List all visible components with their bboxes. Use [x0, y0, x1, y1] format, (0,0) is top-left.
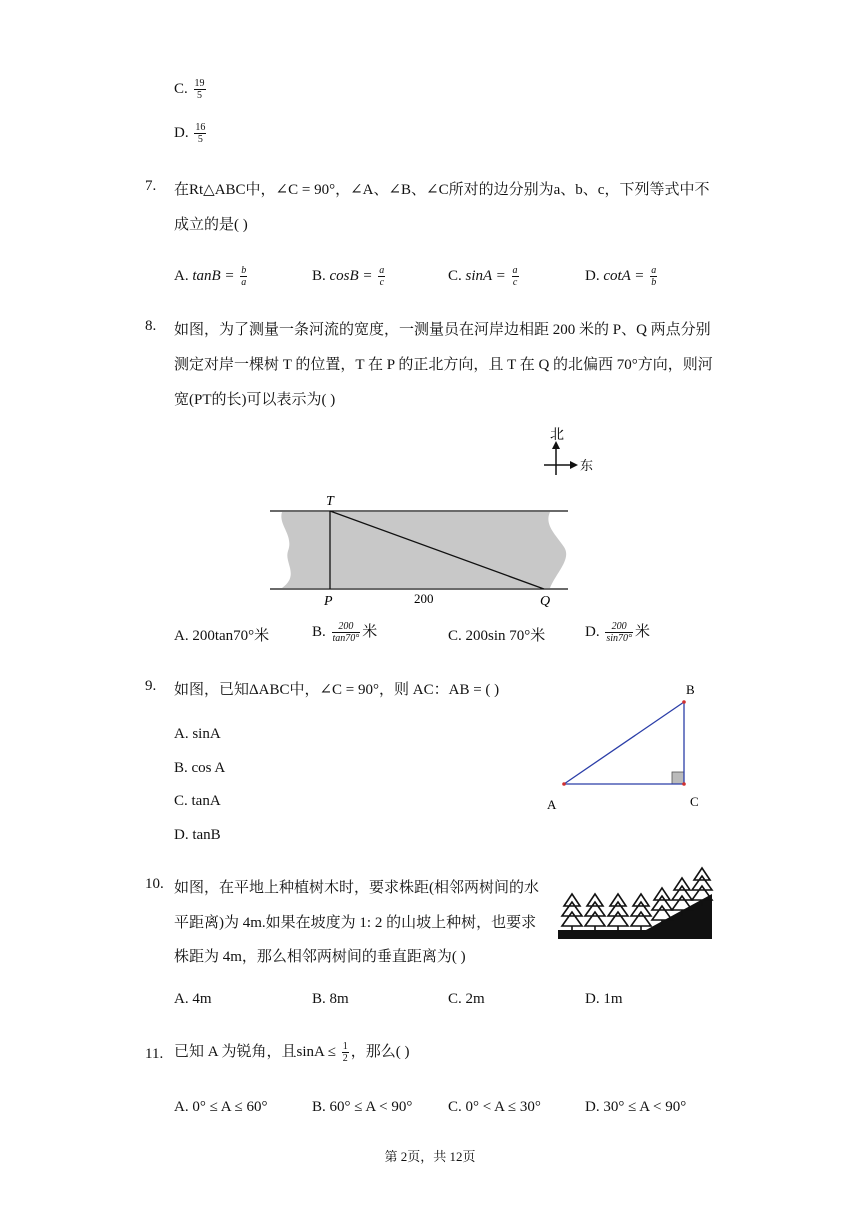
vertex-b-label: B: [686, 682, 695, 697]
q10-option-d: D. 1m: [585, 991, 623, 1007]
q8-river-figure: [260, 425, 600, 610]
point-q-label: Q: [540, 594, 551, 609]
q10-stem-line1: 如图，在平地上种植树木时，要求株距(相邻两树间的水: [174, 880, 539, 896]
river-shape: [281, 512, 566, 588]
q6-option-d: D. $\frac{16}{5}$: [174, 122, 206, 145]
q8-stem-line2: 测定对岸一棵树 T 的位置，T 在 P 的正北方向，且 T 在 Q 的北偏西 70°方向，则河: [174, 357, 713, 373]
q8-stem-line1: 如图，为了测量一条河流的宽度，一测量员在河岸边相距 200 米的 P、Q 两点分别: [174, 322, 711, 338]
q9-option-a: A. sinA: [174, 726, 221, 742]
q10-stem-line2: 平距离)为 4m.如果在坡度为 1: 2 的山坡上种树，也要求: [174, 915, 537, 931]
q9-stem: 如图，已知ΔABC中，∠C = 90°，则 AC：AB = ( ): [174, 682, 500, 698]
q9-triangle-figure: [540, 678, 720, 818]
east-label: 东: [580, 458, 594, 473]
right-angle-mark: [672, 772, 684, 784]
q8-option-d: D. $\frac{200}{\sin 70^\circ}$ 米: [585, 621, 651, 645]
vertex-c-label: C: [690, 794, 699, 809]
q11-option-a: A. 0° ≤ A ≤ 60°: [174, 1099, 268, 1115]
point-t-label: T: [326, 494, 334, 509]
point-p-label: P: [324, 594, 333, 609]
q9-number: 9.: [145, 678, 157, 694]
q10-number: 10.: [145, 876, 164, 892]
q8-option-a: A. 200tan70°米: [174, 628, 270, 644]
q9-option-b: B. cos A: [174, 760, 226, 776]
q7-stem-line2: 成立的是( ): [174, 217, 248, 233]
q7-number: 7.: [145, 178, 157, 194]
q10-option-c: C. 2m: [448, 991, 485, 1007]
q7-option-b: B. cosB = $\frac{a}{c}$: [312, 265, 385, 288]
q10-stem-line3: 株距为 4m，那么相邻两树间的垂直距离为( ): [174, 949, 466, 965]
q11-number: 11.: [145, 1046, 164, 1062]
side-ab: [564, 702, 684, 784]
distance-label: 200: [414, 591, 434, 606]
q7-stem-line1: 在Rt△ABC中，∠C = 90°，∠A、∠B、∠C所对的边分别为a、b、c，下列等式中不: [174, 182, 710, 198]
q8-option-b: B. $\frac{200}{\tan 70^\circ}$ 米: [312, 621, 378, 645]
q11-option-c: C. 0° < A ≤ 30°: [448, 1099, 541, 1115]
q10-option-b: B. 8m: [312, 991, 349, 1007]
q7-option-a: A. tanB = $\frac{b}{a}$: [174, 265, 247, 288]
north-label: 北: [550, 428, 564, 443]
q6-option-c: C. $\frac{19}{5}$: [174, 78, 205, 101]
q8-stem-line3: 宽(PT的长)可以表示为( ): [174, 392, 336, 408]
page-footer: 第 2页，共 12页: [384, 1149, 476, 1164]
q7-option-c: C. sinA = $\frac{a}{c}$: [448, 265, 518, 288]
q8-option-c: C. 200sin 70°米: [448, 628, 546, 644]
q10-slope-trees-figure: [550, 860, 720, 942]
q9-option-d: D. tanB: [174, 827, 221, 843]
q11-option-b: B. 60° ≤ A < 90°: [312, 1099, 413, 1115]
q11-option-d: D. 30° ≤ A < 90°: [585, 1099, 687, 1115]
q7-option-d: D. cotA = $\frac{a}{b}$: [585, 265, 657, 288]
ground: [558, 930, 712, 939]
q8-number: 8.: [145, 318, 157, 334]
vertex-a-label: A: [547, 797, 557, 812]
q9-option-c: C. tanA: [174, 793, 221, 809]
q11-stem: 已知 A 为锐角，且sinA ≤ $\frac{1}{2}$ ，那么( ): [174, 1041, 410, 1065]
q10-option-a: A. 4m: [174, 991, 212, 1007]
